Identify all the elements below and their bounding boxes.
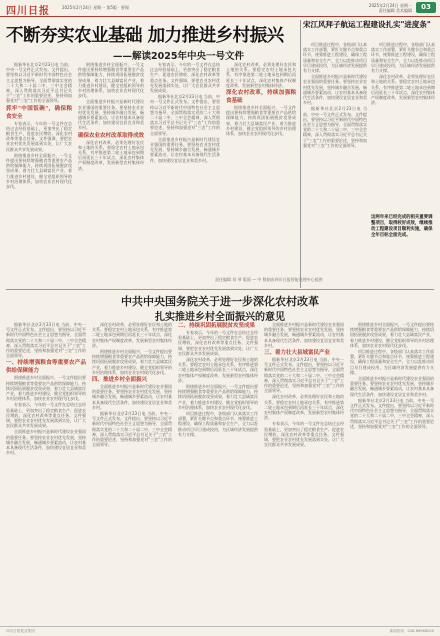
paragraph: 全面推进乡村振兴是新时代建设农业强国的重要任务。要坚持农业农村优先发展，坚持城乡融合发展，畅通城乡要素流动，让农村基本具备现代生活条件，加快建设宜居宜业和美乡村。 (78, 99, 144, 131)
lower-column-2 (92, 322, 172, 622)
paragraph: 围绕推进乡村全面振兴，一号文件提出要持续增强粮食等重要农产品供给保障能力，持续巩固拓展脱贫攻坚成果，着力壮大县域富民产业，着力推进乡村建设，健全党组织领导的乡村治理体系，加快农业农村现代化步伐。 (6, 152, 72, 190)
paragraph: 专家表示，今年的一号文件在总结过去经验基础上，更加突出了稳定粮食生产、促进农民增收、深化农村改革等重点任务。文件强调，要把农业农村优先发展落到实处，让广大农民群众共享发展成果。 (6, 120, 72, 152)
masthead-editors: 责任编辑 美术编辑 (378, 8, 412, 13)
top-column-2 (78, 62, 144, 272)
paragraph: 据新华社北京2月23日电 当前，中央一号文件正式发布。文件提出，要坚持以习近平新时代中国特色社会主义思想为指导，全面贯彻落实党的二十大和二十届二中、三中全会精神，深入贯彻落实习近平总书记关于"三农"工作的重要论述，坚持和加强党对"三农"工作的全面领导。 (6, 62, 72, 104)
paragraph: 专家表示，今年的一号文件在总结过去经验基础上，更加突出了稳定粮食生产、促进农民增收、深化农村改革等重点任务。文件强调，要把农业农村优先发展落到实处，让广大农民群众共享发展成果。 (150, 62, 220, 94)
paragraph: 围绕推进乡村全面振兴，一号文件提出要持续增强粮食等重要农产品供给保障能力，持续巩固拓展脱贫攻坚成果，着力壮大县域富民产业，着力推进乡村建设，健全党组织领导的乡村治理体系，加快农业农村现代化步伐。 (6, 375, 86, 402)
paragraph: 全面推进乡村振兴是新时代建设农业强国的重要任务。要坚持农业农村优先发展，坚持城乡融合发展，畅通城乡要素流动，让农村基本具备现代生活条件，加快建设宜居宜业和美乡村。 (6, 429, 86, 456)
footer-publisher: 四川日报报业集团 (6, 629, 35, 633)
main-article-title: 中共中央国务院关于进一步深化农村改革 (121, 295, 319, 308)
paragraph: 深化农村改革，必须处理好农民和土地的关系。要稳定农村土地承包关系，有序推进第二轮土地承包到期后再延长三十年试点，深化农村集体产权制度改革，发展新型农村集体经济。 (226, 62, 296, 88)
paragraph: 项目推进过程中，各级部门认真落实工作部署，紧盯关键节点和重点环节，统筹推进工程建设，确保工程质量和安全生产，全力以赴推动项目早日建成投用，为区域经济发展提供有力支撑。 (371, 42, 435, 74)
side-column-2 (371, 42, 435, 212)
masthead-date-right: 2025年2月24日 星期一 (368, 3, 412, 8)
paragraph: 围绕推进乡村全面振兴，一号文件提出要持续增强粮食等重要农产品供给保障能力，持续巩固拓展脱贫攻坚成果，着力壮大县域富民产业，着力推进乡村建设，健全党组织领导的乡村治理体系，加快农业农村现代化步伐。 (226, 105, 296, 137)
paragraph: 据新华社北京2月23日电 当前，中央一号文件正式发布。文件提出，要坚持以习近平新时代中国特色社会主义思想为指导，全面贯彻落实党的二十大和二十届二中、三中全会精神，深入贯彻落实习近平总书记关于"三农"工作的重要论述，坚持和加强党对"三农"工作的全面领导。 (350, 397, 434, 429)
article-section-head: 一、持续增强粮食等重要农产品供给保障能力 (6, 360, 86, 375)
masthead (0, 0, 440, 17)
paragraph: 项目推进过程中，各级部门认真落实工作部署，紧盯关键节点和重点环节，统筹推进工程建设，确保工程质量和安全生产，全力以赴推动项目早日建成投用，为区域经济发展提供有力支撑。 (350, 349, 434, 375)
paragraph: 围绕推进乡村全面振兴，一号文件提出要持续增强粮食等重要农产品供给保障能力，持续巩固拓展脱贫攻坚成果，着力壮大县域富民产业，着力推进乡村建设，健全党组织领导的乡村治理体系，加快农业农村现代化步伐。 (92, 349, 172, 375)
main-article-subtitle: 扎实推进乡村全面振兴的意见 (155, 312, 285, 323)
paragraph: 全面推进乡村振兴是新时代建设农业强国的重要任务。要坚持农业农村优先发展，坚持城乡融合发展，畅通城乡要素流动，让农村基本具备现代生活条件，加快建设宜居宜业和美乡村。 (150, 136, 220, 163)
paragraph: 专家表示，今年的一号文件在总结过去经验基础上，更加突出了稳定粮食生产、促进农民增收、深化农村改革等重点任务。文件强调，要把农业农村优先发展落到实处，让广大农民群众共享发展成果。 (6, 402, 86, 429)
paragraph: 深化农村改革，必须处理好农民和土地的关系。要稳定农村土地承包关系，有序推进第二轮土地承包到期后再延长三十年试点，深化农村集体产权制度改革，发展新型农村集体经济。 (178, 357, 258, 383)
paragraph: 全面推进乡村振兴是新时代建设农业强国的重要任务。要坚持农业农村优先发展，坚持城乡融合发展，畅通城乡要素流动，让农村基本具备现代生活条件，加快建设宜居宜业和美乡村。 (92, 384, 172, 410)
top-column-3 (150, 62, 220, 272)
section-heading: 抓牢"中国饭碗"，确保粮食安全 (6, 105, 72, 120)
article-section-head: 二、持续巩固拓展脱贫攻坚成果 (178, 323, 256, 329)
lower-column-1 (6, 322, 86, 622)
paragraph: 据新华社北京2月23日电 当前，中央一号文件正式发布。文件提出，要坚持以习近平新时代中国特色社会主义思想为指导，全面贯彻落实党的二十大和二十届二中、三中全会精神，深入贯彻落实习近平总书记关于"三农"工作的重要论述，坚持和加强党对"三农"工作的全面领导。 (92, 411, 172, 448)
paragraph: 深化农村改革，必须处理好农民和土地的关系。要稳定农村土地承包关系，有序推进第二轮土地承包到期后再延长三十年试点，深化农村集体产权制度改革，发展新型农村集体经济。 (92, 322, 172, 348)
side-column-1 (303, 42, 367, 242)
footer-hotline: 新闻热线：028-86968000 (389, 629, 434, 633)
column-divider (300, 20, 301, 288)
paragraph: 围绕推进乡村全面振兴，一号文件提出要持续增强粮食等重要农产品供给保障能力，持续巩固拓展脱贫攻坚成果，着力壮大县域富民产业，着力推进乡村建设，健全党组织领导的乡村治理体系，加快农业农村现代化步伐。 (350, 322, 434, 348)
paragraph: 深化农村改革，必须处理好农民和土地的关系。要稳定农村土地承包关系，有序推进第二轮土地承包到期后再延长三十年试点，深化农村集体产权制度改革，发展新型农村集体经济。 (264, 394, 344, 421)
paragraph: 围绕推进乡村全面振兴，一号文件提出要持续增强粮食等重要农产品供给保障能力，持续巩固拓展脱贫攻坚成果，着力壮大县域富民产业，着力推进乡村建设，健全党组织领导的乡村治理体系，加快农业农村现代化步伐。 (178, 384, 258, 410)
section-divider (6, 289, 434, 290)
top-column-4 (226, 62, 296, 272)
lower-column-3 (178, 322, 258, 622)
editor-credit: 责任编辑 刘 琴 版面 — 中 数据由四川日报智能处理中心提供 (215, 277, 323, 282)
paragraph: 全面推进乡村振兴是新时代建设农业强国的重要任务。要坚持农业农村优先发展，坚持城乡融合发展，畅通城乡要素流动，让农村基本具备现代生活条件，加快建设宜居宜业和美乡村。 (303, 74, 367, 106)
paragraph: 项目推进过程中，各级部门认真落实工作部署，紧盯关键节点和重点环节，统筹推进工程建设，确保工程质量和安全生产，全力以赴推动项目早日建成投用，为区域经济发展提供有力支撑。 (178, 411, 258, 437)
paragraph: 深化农村改革，必须处理好农民和土地的关系。要稳定农村土地承包关系，有序推进第二轮土地承包到期后再延长三十年试点，深化农村集体产权制度改革，发展新型农村集体经济。 (78, 139, 144, 171)
sub-headline: ——解读2025年中央一号文件 (113, 51, 244, 62)
section-heading: 确保农业农村改革取得成效 (78, 132, 144, 139)
paragraph: 围绕推进乡村全面振兴，一号文件提出要持续增强粮食等重要农产品供给保障能力，持续巩固拓展脱贫攻坚成果，着力壮大县域富民产业，着力推进乡村建设，健全党组织领导的乡村治理体系，加快农业农村现代化步伐。 (78, 62, 144, 99)
newspaper-logo: 四川日报 (6, 6, 50, 17)
page-number-badge: 03 (416, 2, 436, 13)
paragraph: 据新华社北京2月23日电 当前，中央一号文件正式发布。文件提出，要坚持以习近平新时代中国特色社会主义思想为指导，全面贯彻落实党的二十大和二十届二中、三中全会精神，深入贯彻落实习近平总书记关于"三农"工作的重要论述，坚持和加强党对"三农"工作的全面领导。 (303, 106, 367, 148)
lower-column-5 (350, 322, 434, 622)
top-column-1 (6, 62, 72, 272)
lower-column-4 (264, 322, 344, 622)
paragraph: 据新华社北京2月23日电 当前，中央一号文件正式发布。文件提出，要坚持以习近平新时代中国特色社会主义思想为指导，全面贯彻落实党的二十大和二十届二中、三中全会精神，深入贯彻落实习近平总书记关于"三农"工作的重要论述，坚持和加强党对"三农"工作的全面领导。 (264, 357, 344, 394)
paragraph: 据新华社北京2月23日电 当前，中央一号文件正式发布。文件提出，要坚持以习近平新时代中国特色社会主义思想为指导，全面贯彻落实党的二十大和二十届二中、三中全会精神，深入贯彻落实习近平总书记关于"三农"工作的重要论述，坚持和加强党对"三农"工作的全面领导。 (150, 94, 220, 136)
paragraph: 专家表示，今年的一号文件在总结过去经验基础上，更加突出了稳定粮食生产、促进农民增收、深化农村改革等重点任务。文件强调，要把农业农村优先发展落到实处，让广大农民群众共享发展成果。 (264, 421, 344, 448)
masthead-date-left: 2025年2月24日 星期一 第5版 · 要闻 (62, 5, 129, 10)
section-heading: 深化农村改革，持续加强粮食基础 (226, 90, 296, 105)
article-section-head: 三、着力壮大县域富民产业 (264, 350, 331, 357)
paragraph: 据新华社北京2月23日电 当前，中央一号文件正式发布。文件提出，要坚持以习近平新时代中国特色社会主义思想为指导，全面贯彻落实党的二十大和二十届二中、三中全会精神，深入贯彻落实习近平总书记关于"三农"工作的重要论述，坚持和加强党对"三农"工作的全面领导。 (6, 322, 86, 359)
paragraph: 全面推进乡村振兴是新时代建设农业强国的重要任务。要坚持农业农村优先发展，坚持城乡融合发展，畅通城乡要素流动，让农村基本具备现代生活条件，加快建设宜居宜业和美乡村。 (264, 322, 344, 348)
paragraph: 项目推进过程中，各级部门认真落实工作部署，紧盯关键节点和重点环节，统筹推进工程建设，确保工程质量和安全生产，全力以赴推动项目早日建成投用，为区域经济发展提供有力支撑。 (303, 42, 367, 74)
article-section-head: 四、推进乡村全面振兴 (92, 377, 148, 384)
paragraph: 深化农村改革，必须处理好农民和土地的关系。要稳定农村土地承包关系，有序推进第二轮土地承包到期后再延长三十年试点，深化农村集体产权制度改革，发展新型农村集体经济。 (371, 74, 435, 106)
masthead-info-right (369, 3, 412, 13)
side-bold-summary: 这两年来已经完成的相关重要调整项目，取得较好成效，继续推动工程建设项目顺利实施，确保全年目标全面完成。 (371, 215, 433, 238)
side-article-headline: 宋江风拜子航运工程建设扎实"进度条" (303, 20, 431, 29)
paragraph: 全面推进乡村振兴是新时代建设农业强国的重要任务。要坚持农业农村优先发展，坚持城乡融合发展，畅通城乡要素流动，让农村基本具备现代生活条件，加快建设宜居宜业和美乡村。 (350, 376, 434, 397)
paragraph: 专家表示，今年的一号文件在总结过去经验基础上，更加突出了稳定粮食生产、促进农民增收、深化农村改革等重点任务。文件强调，要把农业农村优先发展落到实处，让广大农民群众共享发展成果。 (178, 330, 258, 356)
main-headline: 不断夯实农业基础 加力推进乡村振兴 (6, 26, 284, 46)
